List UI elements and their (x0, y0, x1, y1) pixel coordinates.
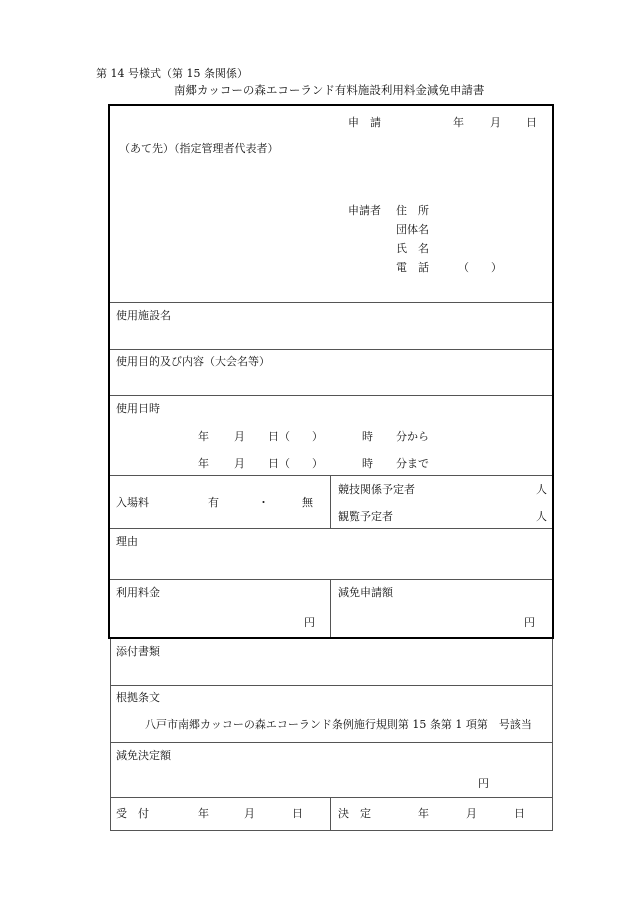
addressee-label: （あて先）（指定管理者代表者） (119, 142, 279, 155)
decided-amount-label: 減免決定額 (116, 749, 171, 762)
divider (110, 579, 552, 580)
facility-label: 使用施設名 (116, 309, 171, 322)
office-section (110, 639, 553, 831)
phone-label: 電 話 (396, 261, 429, 274)
usage-datetime-label: 使用日時 (116, 402, 160, 415)
spectators-unit: 人 (536, 510, 547, 523)
received-label: 受 付 (116, 807, 149, 820)
divider (110, 797, 553, 798)
admission-no: 無 (302, 496, 313, 509)
group-label: 団体名 (396, 223, 429, 236)
received-month: 月 (244, 807, 255, 820)
date-month: 月 (234, 457, 245, 470)
address-label: 住 所 (396, 204, 429, 217)
purpose-label: 使用目的及び内容（大会名等） (116, 355, 270, 368)
decided-amount-yen: 円 (478, 777, 489, 790)
date-year: 年 (198, 457, 209, 470)
divider (330, 476, 331, 528)
date-day: 日（ ） (268, 457, 323, 470)
year-label: 年 (453, 116, 464, 129)
divider (110, 475, 552, 476)
form-number: 第 14 号様式（第 15 条関係） (96, 67, 248, 80)
hour-label: 時 (362, 457, 373, 470)
date-month: 月 (234, 430, 245, 443)
divider (110, 395, 552, 396)
decision-label: 決 定 (338, 807, 371, 820)
divider (110, 302, 552, 303)
decision-month: 月 (466, 807, 477, 820)
divider (110, 742, 553, 743)
name-label: 氏 名 (396, 242, 429, 255)
divider (110, 528, 552, 529)
admission-label: 入場料 (116, 496, 149, 509)
usage-fee-label: 利用料金 (116, 586, 160, 599)
until-label: 分まで (396, 457, 429, 470)
application-label: 申 請 (348, 116, 381, 129)
divider (330, 797, 331, 831)
participants-unit: 人 (536, 483, 547, 496)
reduction-requested-yen: 円 (524, 616, 535, 629)
participants-label: 競技関係予定者 (338, 483, 415, 496)
reduction-requested-label: 減免申請額 (338, 586, 393, 599)
date-year: 年 (198, 430, 209, 443)
decision-day: 日 (514, 807, 525, 820)
usage-fee-yen: 円 (304, 616, 315, 629)
from-label: 分から (396, 430, 429, 443)
received-year: 年 (198, 807, 209, 820)
divider (110, 685, 553, 686)
applicant-section (108, 104, 554, 639)
applicant-label: 申請者 (348, 204, 381, 217)
separator-dot: ・ (258, 496, 269, 509)
reason-label: 理由 (116, 535, 138, 548)
spectators-label: 観覧予定者 (338, 510, 393, 523)
divider (110, 349, 552, 350)
received-day: 日 (292, 807, 303, 820)
admission-yes: 有 (208, 496, 219, 509)
hour-label: 時 (362, 430, 373, 443)
day-label: 日 (526, 116, 537, 129)
month-label: 月 (490, 116, 501, 129)
phone-parens: （ ） (458, 261, 502, 274)
divider (330, 580, 331, 637)
basis-text: 八戸市南郷カッコーの森エコーランド条例施行規則第 15 条第 1 項第 号該当 (145, 718, 532, 731)
date-day: 日（ ） (268, 430, 323, 443)
form-title: 南郷カッコーの森エコーランド有料施設利用料金減免申請書 (174, 83, 485, 97)
attachments-label: 添付書類 (116, 645, 160, 658)
decision-year: 年 (418, 807, 429, 820)
basis-label: 根拠条文 (116, 691, 160, 704)
